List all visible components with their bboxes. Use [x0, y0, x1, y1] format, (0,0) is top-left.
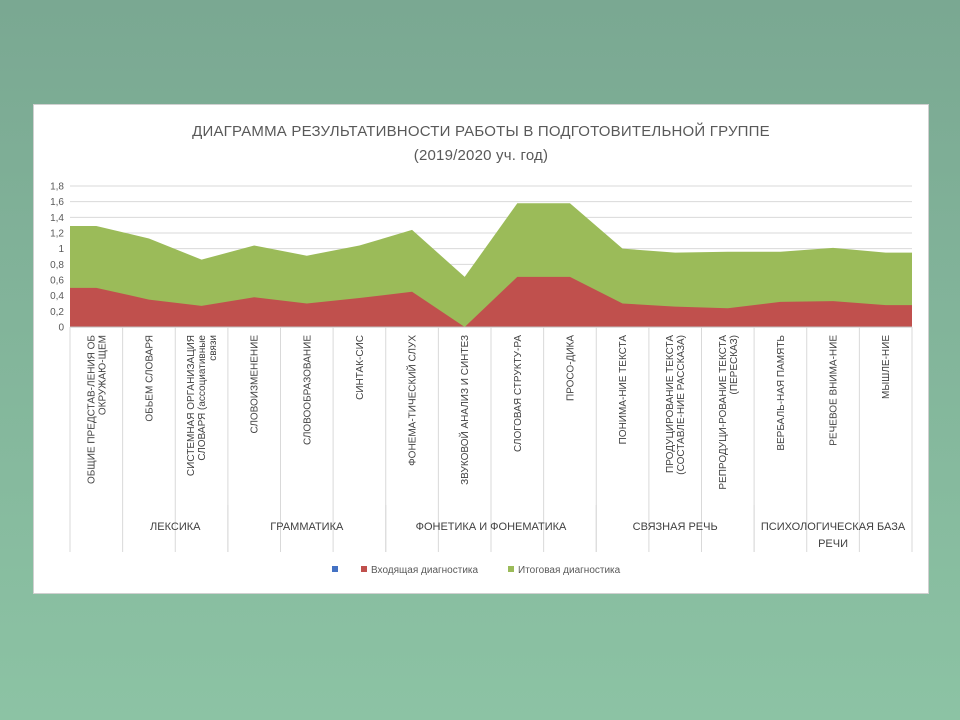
- legend-label: Входящая диагностика: [371, 565, 479, 576]
- group-label: ЛЕКСИКА: [150, 521, 201, 533]
- y-tick-label: 0,4: [50, 291, 64, 303]
- category-label: ОБЬЕМ СЛОВАРЯ: [144, 335, 156, 422]
- legend-swatch: [508, 566, 514, 572]
- y-tick-label: 0,2: [50, 306, 64, 318]
- y-tick-label: 0,6: [50, 275, 64, 287]
- y-tick-label: 1,8: [50, 181, 64, 193]
- category-label: МЫШЛЕ-НИЕ: [881, 335, 893, 399]
- chart-panel: [33, 104, 929, 594]
- y-tick-label: 1: [58, 244, 64, 256]
- category-label: СЛОГОВАЯ СТРУКТУ-РА: [512, 335, 524, 452]
- category-label: СИСТЕМНАЯ ОРГАНИЗАЦИЯСЛОВАРЯ (ассоциативныесвязи: [186, 335, 220, 477]
- group-label: ГРАММАТИКА: [270, 521, 344, 533]
- legend-swatch: [332, 566, 338, 572]
- category-label: ОБЩИЕ ПРЕДСТАВ-ЛЕНИЯ ОБОКРУЖАЮ-ЩЕМ: [86, 335, 109, 484]
- group-label: ФОНЕТИКА И ФОНЕМАТИКА: [415, 521, 567, 533]
- category-label: СЛОВОИЗМЕНЕНИЕ: [249, 335, 261, 434]
- y-tick-label: 0,8: [50, 259, 64, 271]
- y-tick-label: 1,6: [50, 197, 64, 209]
- category-label: СЛОВООБРАЗОВАНИЕ: [302, 335, 314, 446]
- y-tick-label: 0: [58, 322, 64, 334]
- category-label: ЗВУКОВОЙ АНАЛИЗ И СИНТЕЗ: [460, 335, 472, 485]
- category-label: СИНТАК-СИС: [354, 335, 366, 400]
- area-chart: [34, 105, 928, 593]
- legend-swatch: [361, 566, 367, 572]
- y-tick-label: 1,2: [50, 228, 64, 240]
- category-label: ПРОСО-ДИКА: [565, 335, 577, 401]
- group-label: СВЯЗНАЯ РЕЧЬ: [632, 521, 718, 533]
- chart-title: ДИАГРАММА РЕЗУЛЬТАТИВНОСТИ РАБОТЫ В ПОДГОТОВИТЕЛЬНОЙ ГРУППЕ: [192, 123, 770, 140]
- category-label: РЕПРОДУЦИ-РОВАНИЕ ТЕКСТА(ПЕРЕСКАЗ): [717, 335, 740, 490]
- category-label: ПРОДУЦИРОВАНИЕ ТЕКСТА(СОСТАВЛЕ-НИЕ РАССКАЗА): [665, 335, 688, 475]
- legend-label: Итоговая диагностика: [518, 565, 621, 576]
- category-label: ПОНИМА-НИЕ ТЕКСТА: [618, 335, 630, 445]
- category-label: РЕЧЕВОЕ ВНИМА-НИЕ: [828, 335, 840, 446]
- group-label: ПСИХОЛОГИЧЕСКАЯ БАЗА РЕЧИ: [760, 521, 906, 550]
- chart-subtitle: (2019/2020 уч. год): [413, 147, 549, 164]
- category-label: ФОНЕМА-ТИЧЕСКИЙ СЛУХ: [407, 335, 419, 466]
- y-tick-label: 1,4: [50, 212, 64, 224]
- category-label: ВЕРБАЛЬ-НАЯ ПАМЯТЬ: [775, 335, 787, 451]
